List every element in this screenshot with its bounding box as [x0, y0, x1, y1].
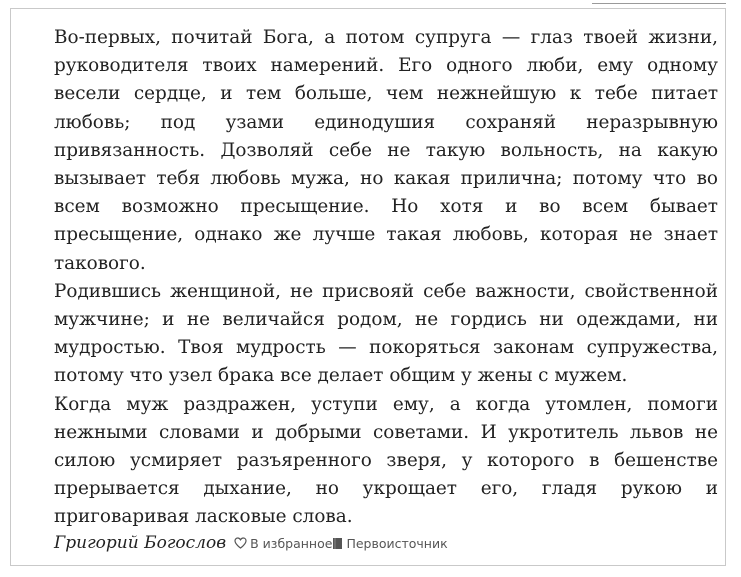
top-link-underline [592, 0, 726, 4]
source-label: Первоисточник [346, 535, 448, 551]
heart-icon [234, 537, 247, 549]
quote-paragraph-3: Когда муж раздражен, уступи ему, а когда утомлен, помоги нежными словами и добрыми советами. И укротитель львов не силою усмиряет разъяренного зверя, у которого в бешенстве прерывается дыхание, но укрощает его, гладя рукою и приговаривая ласковые слова. [54, 393, 718, 528]
quote-footer [54, 531, 448, 555]
quote-paragraph-2: Родившись женщиной, не присвояй себе важности, свойственной мужчине; и не величайся родом, не гордись ни одеждами, ни мудростью. Твоя мудрость — покоряться законам супружества, потому что узел брака все делает общим у жены с мужем. [54, 280, 718, 387]
add-to-favorites-button[interactable] [234, 536, 332, 551]
quote-card [10, 8, 726, 566]
quote-text [54, 24, 718, 532]
book-icon [332, 537, 343, 550]
add-to-favorites-label: В избранное [250, 535, 333, 551]
source-link[interactable] [332, 536, 447, 551]
author-link[interactable]: Григорий Богослов [54, 533, 227, 553]
quote-paragraph-1: Во-первых, почитай Бога, а потом супруга — глаз твоей жизни, руководителя твоих намерений. Его одного люби, ему одному весели сердце, и тем больше, чем нежнейшую к тебе питает любовь; под узами единодушия сохраняй неразрывную привязанность. Дозволяй себе не такую вольность, на какую вызывает тебя любовь мужа, но какая прилична; потому что во всем возможно пресыщение. Но хотя и во всем бывает пресыщение, однако же лучше такая любовь, которая не знает такового. [54, 27, 718, 274]
